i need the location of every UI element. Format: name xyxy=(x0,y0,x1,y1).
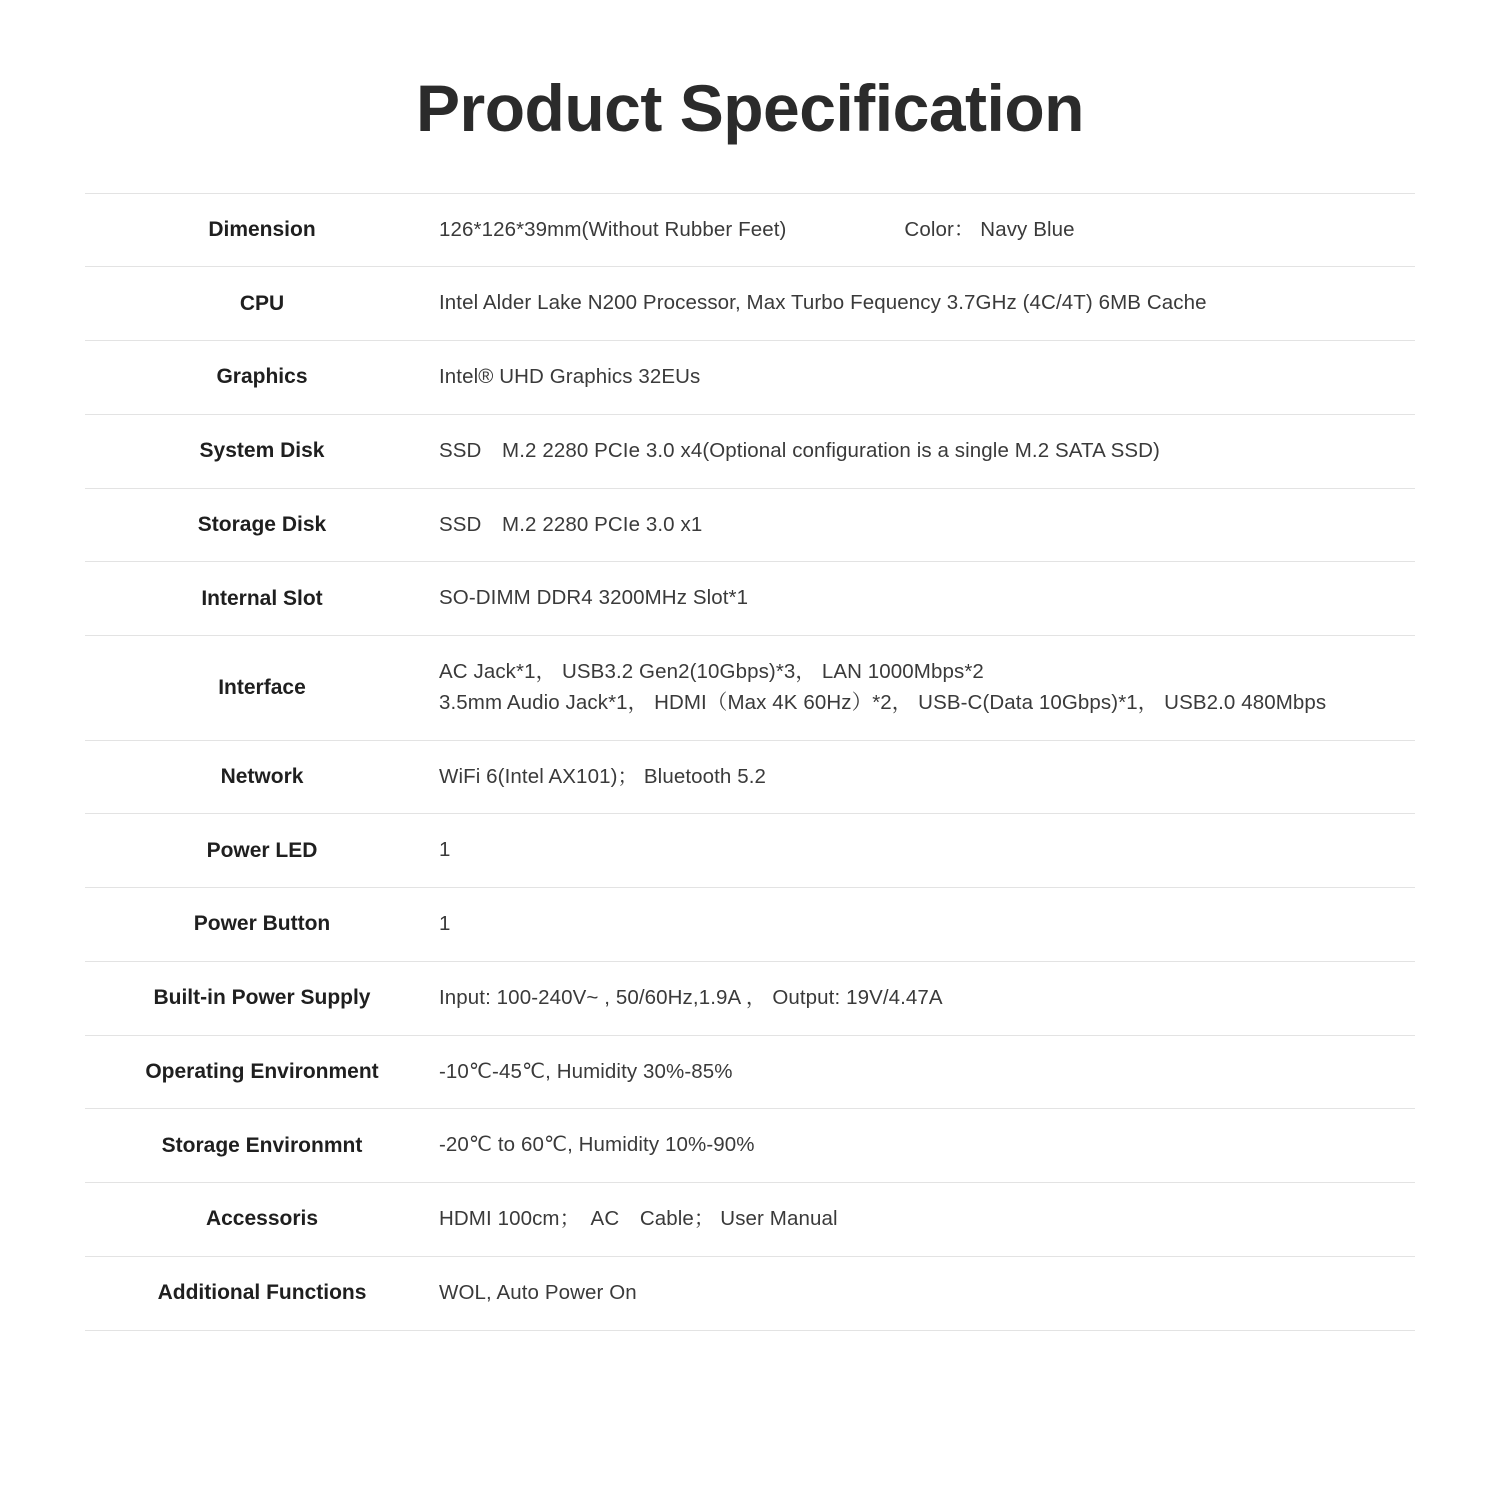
spec-value xyxy=(439,193,1415,267)
page-title: Product Specification xyxy=(416,71,1084,145)
spec-value-line2: 3.5mm Audio Jack*1， HDMI（Max 4K 60Hz）*2， USB-C(Data 10Gbps)*1， USB2.0 480Mbps xyxy=(439,690,1327,714)
spec-label: Storage Disk xyxy=(197,512,327,536)
table-row xyxy=(85,488,1415,562)
spec-label: Accessoris xyxy=(205,1207,319,1231)
spec-value-color: Color： Navy Blue xyxy=(904,217,1075,241)
table-row xyxy=(85,740,1415,814)
spec-value: SO-DIMM DDR4 3200MHz Slot*1 xyxy=(439,586,749,610)
table-row xyxy=(85,1183,1415,1257)
spec-label: Operating Environment xyxy=(145,1059,379,1083)
spec-label: Storage Environmnt xyxy=(161,1133,363,1157)
spec-value: -20℃ to 60℃, Humidity 10%-90% xyxy=(439,1133,755,1157)
spec-label: Graphics xyxy=(216,365,308,389)
spec-value-line1: AC Jack*1， USB3.2 Gen2(10Gbps)*3， LAN 1000Mbps*2 xyxy=(439,660,984,684)
table-row xyxy=(85,814,1415,888)
spec-value: HDMI 100cm； AC Cable； User Manual xyxy=(439,1207,838,1231)
table-row xyxy=(85,1109,1415,1183)
table-row xyxy=(85,341,1415,415)
table-row xyxy=(85,562,1415,636)
spec-value xyxy=(439,636,1415,741)
spec-value: -10℃-45℃, Humidity 30%-85% xyxy=(439,1059,733,1083)
spec-label: Network xyxy=(220,764,304,788)
spec-value-text: 126*126*39mm(Without Rubber Feet) xyxy=(439,217,787,241)
spec-value: SSD M.2 2280 PCIe 3.0 x4(Optional configuration is a single M.2 SATA SSD) xyxy=(439,438,1160,462)
table-row xyxy=(85,414,1415,488)
spec-value: 1 xyxy=(439,838,451,862)
spec-label: System Disk xyxy=(199,439,325,463)
table-row xyxy=(85,1256,1415,1330)
spec-value: WOL, Auto Power On xyxy=(439,1280,637,1304)
spec-value: SSD M.2 2280 PCIe 3.0 x1 xyxy=(439,512,703,536)
spec-label: Power LED xyxy=(206,838,318,862)
spec-label: Additional Functions xyxy=(157,1281,367,1305)
spec-label: Dimension xyxy=(208,217,316,241)
table-row xyxy=(85,1035,1415,1109)
spec-value: Input: 100-240V~ , 50/60Hz,1.9A ， Output: 19V/4.47A xyxy=(439,985,943,1009)
spec-value: 1 xyxy=(439,912,451,936)
spec-label: CPU xyxy=(239,291,285,315)
spec-value: Intel® UHD Graphics 32EUs xyxy=(439,365,701,389)
specification-table xyxy=(85,193,1415,1331)
table-row xyxy=(85,888,1415,962)
spec-label: Internal Slot xyxy=(201,586,323,610)
table-row xyxy=(85,961,1415,1035)
spec-value: Intel Alder Lake N200 Processor, Max Turbo Fequency 3.7GHz (4C/4T) 6MB Cache xyxy=(439,291,1207,315)
table-row xyxy=(85,193,1415,267)
table-row xyxy=(85,636,1415,741)
table-row xyxy=(85,267,1415,341)
spec-label: Power Button xyxy=(193,912,331,936)
spec-label: Interface xyxy=(218,675,306,699)
spec-label: Built-in Power Supply xyxy=(153,986,371,1010)
spec-value: WiFi 6(Intel AX101)； Bluetooth 5.2 xyxy=(439,764,767,788)
